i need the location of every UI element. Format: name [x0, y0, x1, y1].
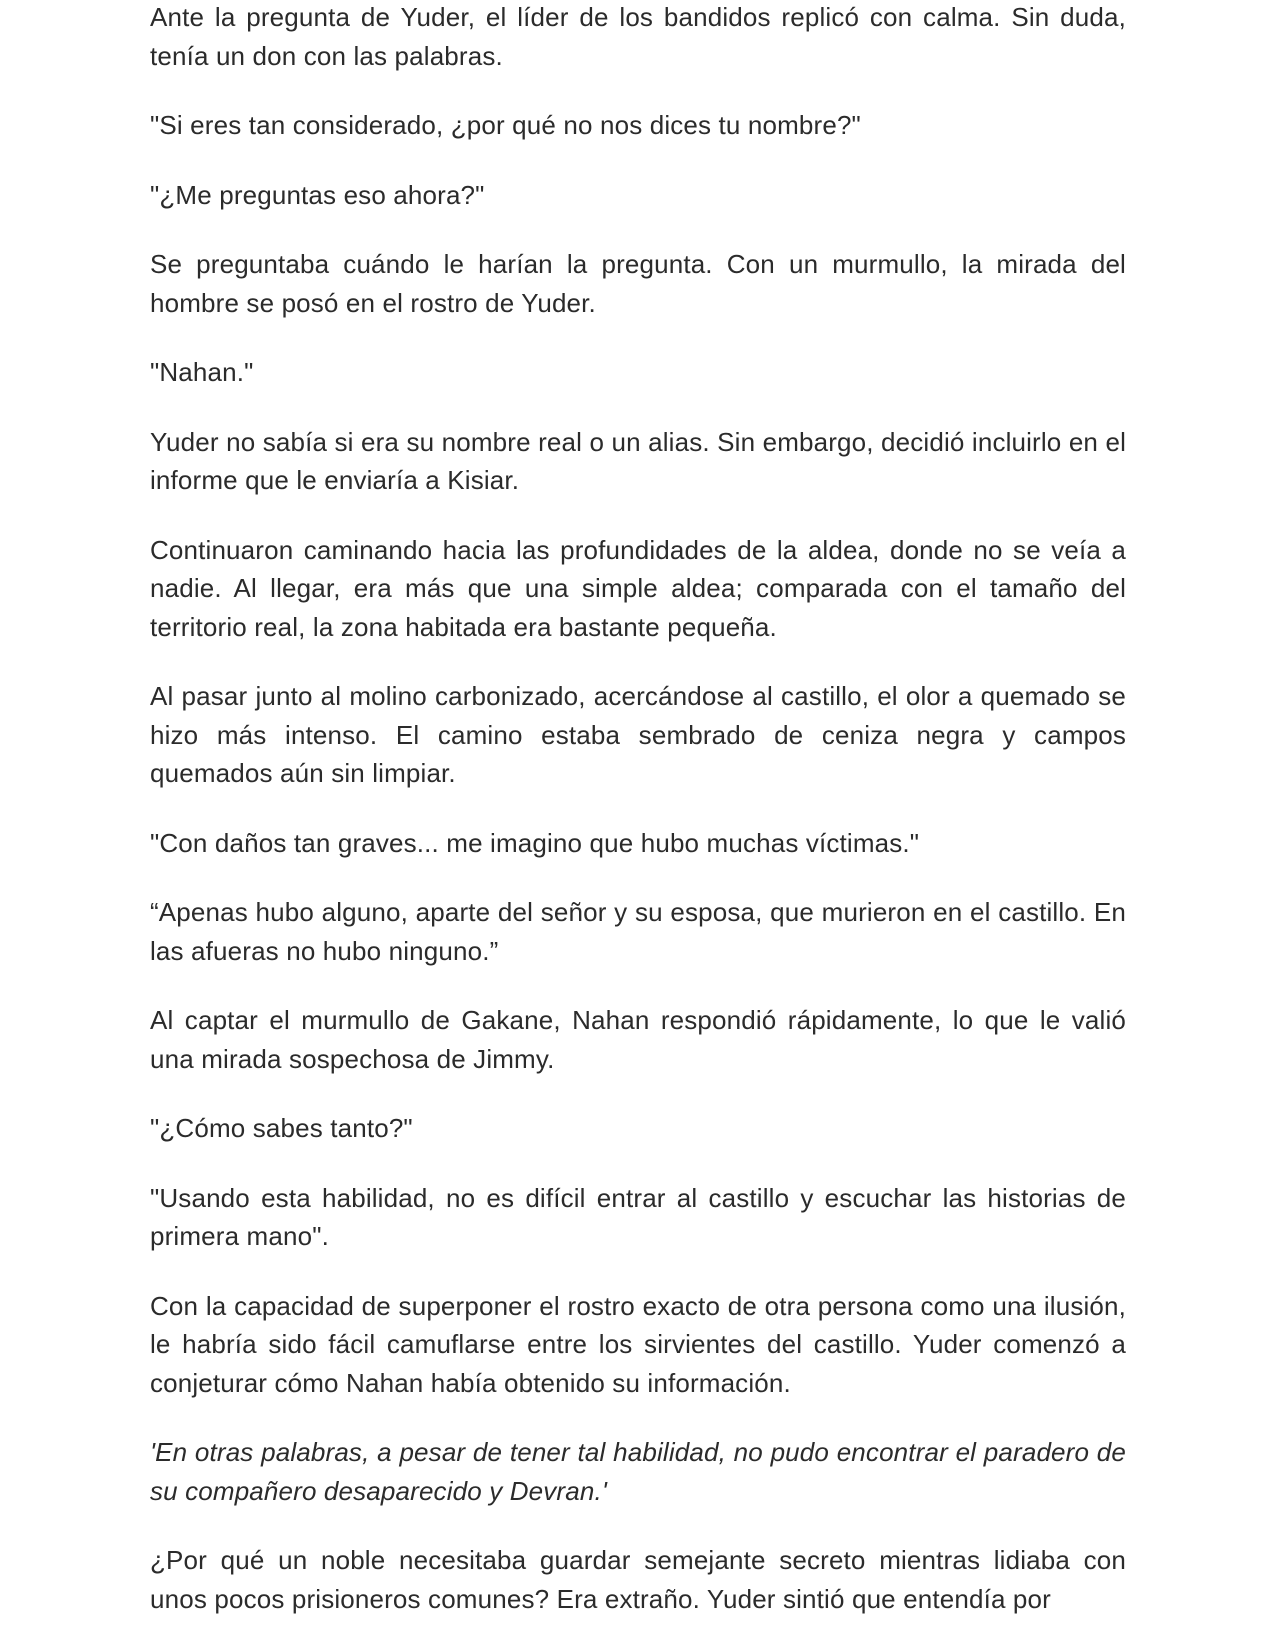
paragraph: "¿Me preguntas eso ahora?": [150, 179, 485, 210]
paragraph: Continuaron caminando hacia las profundidades de la aldea, donde no se veía a nadie. Al llegar, era más que una simple aldea; comparada con el tamaño del territorio real, la zona habitada era bastante pequeña.: [150, 534, 1126, 642]
inner-thought-paragraph: 'En otras palabras, a pesar de tener tal habilidad, no pudo encontrar el paradero de su compañero desaparecido y Devran.': [150, 1437, 1126, 1506]
paragraph: Se preguntaba cuándo le harían la pregunta. Con un murmullo, la mirada del hombre se posó en el rostro de Yuder.: [150, 249, 1126, 318]
paragraph: "¿Cómo sabes tanto?": [150, 1113, 413, 1143]
paragraph: "Nahan.": [150, 357, 254, 387]
paragraph: “Apenas hubo alguno, aparte del señor y su esposa, que murieron en el castillo. En las afueras no hubo ninguno.”: [150, 897, 1126, 966]
paragraph: Al captar el murmullo de Gakane, Nahan respondió rápidamente, lo que le valió una mirada sospechosa de Jimmy.: [150, 1005, 1126, 1074]
paragraph: Ante la pregunta de Yuder, el líder de los bandidos replicó con calma. Sin duda, tenía un don con las palabras.: [150, 2, 1126, 71]
paragraph: "Si eres tan considerado, ¿por qué no nos dices tu nombre?": [150, 110, 861, 140]
paragraph: "Usando esta habilidad, no es difícil entrar al castillo y escuchar las historias de primera mano".: [150, 1182, 1126, 1251]
paragraph: ¿Por qué un noble necesitaba guardar semejante secreto mientras lidiaba con unos pocos prisioneros comunes? Era extraño. Yuder sintió que entendía por: [150, 1545, 1126, 1614]
paragraph: "Con daños tan graves... me imagino que hubo muchas víctimas.": [150, 827, 920, 858]
paragraph: Al pasar junto al molino carbonizado, acercándose al castillo, el olor a quemado se hizo más intenso. El camino estaba sembrado de ceniza negra y campos quemados aún sin limpiar.: [150, 681, 1126, 788]
document-page: [150, 0, 1126, 1618]
paragraph: Con la capacidad de superponer el rostro exacto de otra persona como una ilusión, le habría sido fácil camuflarse entre los sirvientes del castillo. Yuder comenzó a conjeturar cómo Nahan había obtenido su información.: [150, 1290, 1126, 1398]
paragraph: Yuder no sabía si era su nombre real o un alias. Sin embargo, decidió incluirlo en el informe que le enviaría a Kisiar.: [150, 426, 1126, 495]
